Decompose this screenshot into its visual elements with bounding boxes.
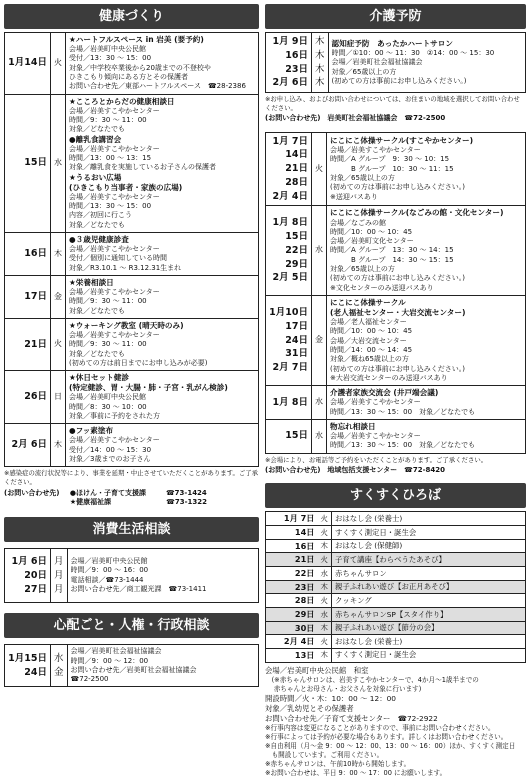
kaigo-circle-weekday: 金 [312, 295, 327, 385]
kenko-row [5, 275, 259, 318]
sukusuku-event: 赤ちゃんサロン [332, 567, 526, 581]
shohi-line: 会場／岩美町中央公民館 [70, 557, 148, 566]
kaigo-circle-line: B グループ 10：30 ～ 11：15 [330, 164, 454, 173]
kenko-line: 対象／3歳までのお子さん [69, 454, 151, 463]
kenko-contact-mark: ★ [69, 497, 77, 506]
sukusuku-event: クッキング [332, 594, 526, 608]
kokoro-dates: 1月15日 24日 [5, 645, 51, 687]
right-column [265, 4, 526, 777]
kaigo-circle-line: 会場／岩美すこやかセンター [330, 431, 421, 440]
sukusuku-weekday: 火 [318, 526, 332, 540]
kaigo-circle-line: 会場／岩美すこやかセンター [330, 398, 421, 407]
kaigo-salon-weekdays: 木 木 木 木 [312, 33, 329, 93]
sukusuku-date: 21日 [266, 553, 318, 567]
kenko-line: 時間／13：30 ～ 15：00 [69, 202, 152, 211]
kenko-weekday: 火 [51, 33, 66, 95]
kenko-line: 会場／岩美すこやかセンター [69, 245, 160, 254]
kaigo-circle-line: 時間／13：30 ～ 15：00 対象／どなたでも [330, 441, 476, 450]
kaigo-circle-weekday: 水 [312, 386, 327, 420]
kaigo-circle-weekday: 水 [312, 206, 327, 295]
kenko-date: 16日 [5, 232, 51, 275]
sukusuku-weekday: 火 [318, 635, 332, 649]
kaigo-salon-line: 時間／①10：00 ～ 11：30 ②14：00 ～ 15：30 [331, 48, 495, 57]
kaigo-circle-details [327, 132, 526, 206]
kaigo-circle-line: 会場／老人福祉センター [330, 318, 407, 327]
sukusuku-date: 13日 [266, 648, 318, 662]
kaigo-salon-line: (初めての方は事前にお申し込みください。) [331, 76, 467, 85]
kenko-contact-mark: ● [69, 488, 76, 497]
kenko-details [66, 232, 259, 275]
sukusuku-row [266, 512, 526, 526]
kenko-contact-tel: ☎73-1424 [165, 488, 207, 497]
kokoro-line: 時間／9：00 ～ 12：00 [70, 656, 149, 665]
sukusuku-row [266, 567, 526, 581]
sukusuku-date: 29日 [266, 607, 318, 621]
sukusuku-date: 22日 [266, 567, 318, 581]
sukusuku-section [265, 483, 526, 777]
sukusuku-footer-line: も開設しています。ご利用ください。 [265, 750, 384, 759]
kenko-line: (特定健診、胃・大腸・肺・子宮・乳がん検診) [69, 383, 228, 393]
shohi-weekdays: 月 月 月 [51, 548, 68, 602]
kenko-line: 時間／9：30 ～ 11：00 [69, 115, 147, 124]
kenko-line: 受付／13：30 ～ 15：00 [69, 54, 152, 63]
kenko-line: 時間／8：30 ～ 10：00 [69, 402, 147, 411]
sukusuku-date: 2月 4日 [266, 635, 318, 649]
kenko-row [5, 424, 259, 467]
sukusuku-event: 赤ちゃんサロンSP【スタイ作り】 [332, 607, 526, 621]
sukusuku-date: 30日 [266, 621, 318, 635]
kenko-details [66, 371, 259, 424]
kaigo-circle-row [266, 206, 526, 295]
shohi-table [4, 548, 259, 603]
kenko-date: 17日 [5, 275, 51, 318]
kenko-row [5, 318, 259, 370]
kenko-line: 受付／個別に通知している時間 [69, 254, 167, 263]
kenko-row [5, 94, 259, 232]
sukusuku-row [266, 621, 526, 635]
sukusuku-footer-line: ※行事内容は変更になることがありますので、事前にお問い合わせください。 [265, 723, 495, 732]
shohi-line: 時間／9：00 ～ 16：00 [70, 566, 149, 575]
kaigo-circle-details [327, 386, 526, 420]
section-header-sukusuku: すくすくひろば [265, 483, 526, 508]
sukusuku-weekday: 火 [318, 594, 332, 608]
kaigo-circle-line: 時間／A グループ 9：30 ～ 10：15 [330, 155, 450, 164]
kaigo-circle-details [327, 295, 526, 385]
shohi-line: お問い合わせ先／商工観光課 ☎73-1411 [70, 584, 207, 593]
sukusuku-event: 親子ふれあい遊び【お正月あそび】 [332, 580, 526, 594]
sukusuku-footer-line: ※行事によっては予約が必要な場合もあります。詳しくはお問い合わせください。 [265, 732, 508, 741]
sukusuku-event: おはなし会 (栄養士) [332, 512, 526, 526]
kokoro-weekdays: 水 金 [51, 645, 68, 687]
kenko-line: 会場／岩美すこやかセンター [69, 330, 160, 339]
kaigo-circle-line: (初めての方は事前にお申し込みください。) [330, 274, 465, 283]
sukusuku-date: 23日 [266, 580, 318, 594]
kokoro-line: 会場／岩美町社会福祉協議会 [70, 647, 162, 656]
kenko-line: 会場／岩美すこやかセンター [69, 144, 160, 153]
kaigo-circle-row [266, 295, 526, 385]
shohi-section [4, 517, 259, 603]
kaigo-salon-dates: 1月 9日 16日 23日 2月 6日 [266, 33, 312, 93]
kenko-weekday: 金 [51, 275, 66, 318]
kenko-line: 対象／どなたでも [69, 349, 125, 358]
kaigo-salon-line: 対象／65歳以上の方 [331, 67, 397, 76]
kokoro-line: ☎72-2500 [70, 675, 109, 684]
shohi-line: 電話相談／☎73-1444 [70, 575, 144, 584]
sukusuku-date: 28日 [266, 594, 318, 608]
kenko-date: 21日 [5, 318, 51, 370]
kaigo-circle-line: 会場／岩美町文化センター [330, 237, 414, 246]
kokoro-section [4, 613, 259, 687]
kaigo-circle-row [266, 132, 526, 206]
sukusuku-weekday: 木 [318, 580, 332, 594]
kenko-date: 15日 [5, 94, 51, 232]
kenko-weekday: 火 [51, 318, 66, 370]
kenko-contact [70, 489, 207, 498]
kenko-weekday: 日 [51, 371, 66, 424]
kenko-details [66, 424, 259, 467]
kenko-date: 1月14日 [5, 33, 51, 95]
kenko-line: 対象／事前に予約をされた方 [69, 411, 160, 420]
kaigo-circle-line: 時間／A グループ 13：30 ～ 14：15 [330, 246, 454, 255]
kaigo-circle-line: にこにこ体操サークル(すこやかセンター) [330, 136, 474, 146]
kenko-inquiry-label: (お問い合わせ先) [4, 488, 60, 497]
kenko-line: 対象／中学校卒業後から20歳までの不登校や [69, 63, 211, 72]
kaigo-circle-date: 1月 7日 14日 21日 28日 2月 4日 [266, 132, 312, 206]
sukusuku-weekday: 火 [318, 512, 332, 526]
kaigo-circle-line: 介護者家族交流会 (井戸端会議) [330, 388, 439, 398]
kaigo-salon-table [265, 32, 526, 93]
sukusuku-footer-line: 対象／乳幼児とその保護者 [265, 703, 354, 713]
kaigo-circle-line: 物忘れ相談日 [330, 421, 376, 431]
kenko-line: (初めての方は前日までにお申し込みが必要) [69, 358, 208, 367]
sukusuku-row [266, 635, 526, 649]
kenko-details [66, 275, 259, 318]
kaigo-circle-row [266, 419, 526, 453]
kenko-contact-name: 健康福祉課 [76, 497, 112, 506]
sukusuku-footer-line: ※赤ちゃんサロンは、午前10時から開始します。 [265, 759, 411, 768]
kenko-line: 会場／岩美すこやかセンター [69, 106, 160, 115]
kenko-weekday: 木 [51, 424, 66, 467]
sukusuku-event: 子育て講座【わらべうたあそび】 [332, 553, 526, 567]
sukusuku-footer-line: ※自由利用（月〜金 9：00 ～ 12：00、13：00 ～ 16：00）ほか、すくすく測定日 [265, 741, 516, 750]
kokoro-details [67, 645, 258, 687]
kaigo-circle-date: 1月 8日 [266, 386, 312, 420]
kaigo-inquiry-2: (お問い合わせ先) 地域包括支援センター ☎72-8420 [265, 466, 445, 475]
sukusuku-row [266, 648, 526, 662]
kenko-line: 受付／14：00 ～ 15：30 [69, 445, 152, 454]
kaigo-circle-line: (初めての方は事前にお申し込みください。) [330, 364, 465, 373]
kenko-contact [70, 498, 207, 507]
section-header-shohi: 消費生活相談 [4, 517, 259, 542]
sukusuku-weekday: 木 [318, 621, 332, 635]
kenko-weekday: 木 [51, 232, 66, 275]
sukusuku-event: おはなし会 (栄養士) [332, 635, 526, 649]
sukusuku-weekday: 火 [318, 553, 332, 567]
kaigo-circle-line: 時間／10：00 ～ 10：45 [330, 327, 413, 336]
sukusuku-footer-line: お問い合わせ先／子育て支援センター ☎72-2922 [265, 713, 438, 723]
sukusuku-date: 14日 [266, 526, 318, 540]
kaigo-circle-weekday: 火 [312, 132, 327, 206]
kenko-inquiry [4, 489, 259, 507]
sukusuku-event: 親子ふれあい遊び【節分の会】 [332, 621, 526, 635]
kaigo-circle-line: 会場／なごみの館 [330, 218, 386, 227]
kaigo-circle-row [266, 386, 526, 420]
kaigo-circle-line: 時間／14：00 ～ 14：45 [330, 345, 413, 354]
kenko-row [5, 232, 259, 275]
kenko-line: 時間／9：30 ～ 11：00 [69, 340, 147, 349]
kenko-line: (ひきこもり当事者・家族の広場) [69, 182, 183, 192]
sukusuku-footer-line: ※お問い合わせは、平日 9：00 ～ 17：00 にお願いします。 [265, 768, 447, 777]
sukusuku-event: すくすく測定日・誕生会 [332, 526, 526, 540]
sukusuku-date: 16日 [266, 539, 318, 553]
kaigo-circle-line: (初めての方は事前にお申し込みください。) [330, 183, 465, 192]
kenko-line: 会場／岩美すこやかセンター [69, 288, 160, 296]
kaigo-circle-line: にこにこ体操サークル [330, 297, 406, 307]
kenko-line: 対象／どなたでも [69, 220, 125, 229]
sukusuku-date: 1月 7日 [266, 512, 318, 526]
kenko-line: 対象／離乳食を実施しているお子さんの保護者 [69, 163, 216, 172]
kaigo-circle-details [327, 206, 526, 295]
kaigo-salon-details [328, 33, 525, 93]
shohi-details [67, 548, 258, 602]
kenko-note: ※感染症の流行状況等により、事業を延期・中止させていただくことがあります。ご了承ください。 [4, 469, 259, 486]
sukusuku-footer [265, 666, 526, 777]
kenko-line: ★ウォーキング教室 (晴天時のみ) [69, 320, 184, 330]
kaigo-salon-line: 会場／岩美町社会福祉協議会 [331, 58, 423, 67]
kenko-line: 対象／どなたでも [69, 306, 125, 315]
kaigo-circle-line: 対象／65歳以上の方 [330, 264, 395, 273]
sukusuku-table [265, 511, 526, 662]
kenko-line: ●３歳児健康診査 [69, 234, 129, 244]
kenko-line: お問い合わせ先／東部ハートフルスペース ☎28-2386 [69, 82, 246, 91]
kenko-date: 26日 [5, 371, 51, 424]
kaigo-circle-line: B グループ 14：30 ～ 15：15 [330, 255, 454, 264]
section-header-kaigo: 介護予防 [265, 4, 526, 29]
sukusuku-footer-line: 開設時間／火・木：10：00 ～ 12：00 [265, 693, 397, 703]
sukusuku-weekday: 水 [318, 567, 332, 581]
kaigo-circle-line: 会場／岩美すこやかセンター [330, 146, 421, 155]
sukusuku-footer-line: 赤ちゃんとお母さん・お父さんを対象に行います) [265, 684, 422, 693]
kenko-line: 会場／岩美すこやかセンター [69, 192, 160, 201]
kaigo-circle-table [265, 132, 526, 454]
kaigo-circle-line: 対象／65歳以上の方 [330, 174, 395, 183]
sukusuku-event: すくすく測定日・誕生会 [332, 648, 526, 662]
kenko-schedule-table [4, 32, 259, 467]
kenko-line: ★休日セット健診 [69, 373, 129, 383]
sukusuku-weekday: 木 [318, 648, 332, 662]
kaigo-circle-date: 1月10日 17日 24日 31日 2月 7日 [266, 295, 312, 385]
left-column [4, 4, 259, 687]
section-header-kokoro: 心配ごと・人権・行政相談 [4, 613, 259, 638]
sukusuku-row [266, 594, 526, 608]
kaigo-circle-line: 時間／10：00 ～ 10：45 [330, 227, 413, 236]
kenko-line: 会場／岩美町中央公民館 [69, 393, 146, 402]
kenko-line: 内容／初回に行こう [69, 211, 132, 220]
kenko-contacts [70, 489, 207, 507]
kaigo-circle-line: ※文化センターのみ送迎バスあり [330, 283, 434, 292]
kaigo-salon-line: 認知症予防 あったかハートサロン [331, 38, 453, 48]
kaigo-circle-date: 15日 [266, 419, 312, 453]
sukusuku-footer-line: 会場／岩美町中央公民館 和室 [265, 665, 369, 675]
kenko-line: 対象／R3.10.1 ～ R3.12.31生まれ [69, 263, 182, 272]
kokoro-table [4, 644, 259, 687]
kaigo-circle-line: ※送迎バスあり [330, 192, 378, 201]
kenko-row [5, 33, 259, 95]
kokoro-line: お問い合わせ先／岩美町社会福祉協議会 [70, 665, 197, 674]
sukusuku-event: おはなし会 (保健師) [332, 539, 526, 553]
kenko-line: ●フッ素塗布 [69, 426, 114, 436]
kenko-line: 会場／岩美すこやかセンター [69, 436, 160, 445]
kenko-line: ★ハートフルスペース in 岩美 (要予約) [69, 35, 204, 44]
kaigo-circle-line: 対象／概ね65歳以上の方 [330, 355, 409, 364]
kenko-contact-name: ほけん・子育て支援課 [75, 488, 146, 497]
kenko-details [66, 33, 259, 95]
kaigo-circle-line: にこにこ体操サークル(なごみの館・文化センター) [330, 208, 504, 218]
kaigo-circle-line: ※大岩交流センターのみ送迎バスあり [330, 373, 448, 382]
shohi-dates: 1月 6日 20日 27日 [5, 548, 51, 602]
kenko-date: 2月 6日 [5, 424, 51, 467]
kenko-line: ひきこもり傾向にある方とその保護者 [69, 72, 188, 81]
sukusuku-weekday: 水 [318, 607, 332, 621]
kenko-line: 時間／9：30 ～ 11：00 [69, 297, 147, 306]
kaigo-circle-weekday: 水 [312, 419, 327, 453]
section-header-kenko: 健康づくり [4, 4, 259, 29]
sukusuku-row [266, 580, 526, 594]
kaigo-circle-line: (老人福祉センター・大岩交流センター) [330, 307, 466, 317]
kenko-line: ★栄養相談日 [69, 277, 114, 287]
sukusuku-footer-line: (※赤ちゃんサロンは、岩美すこやかセンターで、4か月〜1歳半までの [265, 675, 479, 684]
kaigo-note-2: ※会場により、お電話等ご予約をいただくことがあります。ご了承ください。 [265, 455, 488, 464]
kenko-line: ★こころとからだの健康相談日 [69, 96, 175, 106]
kenko-contact-tel: ☎73-1322 [166, 497, 207, 506]
sukusuku-row [266, 526, 526, 540]
kenko-line: 対象／どなたでも [69, 125, 125, 134]
kenko-line: 会場／岩美町中央公民館 [69, 45, 146, 54]
sukusuku-row [266, 539, 526, 553]
kaigo-circle-line: 会場／大岩交流センター [330, 336, 407, 345]
sukusuku-row [266, 553, 526, 567]
sukusuku-row [266, 607, 526, 621]
kaigo-inquiry-1: (お問い合わせ先) 岩美町社会福祉協議会 ☎72-2500 [265, 114, 446, 123]
kaigo-circle-date: 1月 8日 15日 22日 29日 2月 5日 [266, 206, 312, 295]
kaigo-circle-line: 時間／13：30 ～ 15：00 対象／どなたでも [330, 407, 476, 416]
kenko-row [5, 371, 259, 424]
kenko-weekday: 水 [51, 94, 66, 232]
kenko-line: 時間／13：00 ～ 13：15 [69, 153, 152, 162]
kenko-line: ●離乳食講習会 [69, 134, 122, 144]
kenko-details [66, 94, 259, 232]
kaigo-circle-details [327, 419, 526, 453]
kenko-details [66, 318, 259, 370]
kaigo-note-1: ※お申し込み、およびお問い合わせについては、お住まいの地域を選択してお問い合わせください。 [265, 95, 520, 112]
kenko-line: ★うるおい広場 [69, 172, 122, 182]
sukusuku-weekday: 木 [318, 539, 332, 553]
